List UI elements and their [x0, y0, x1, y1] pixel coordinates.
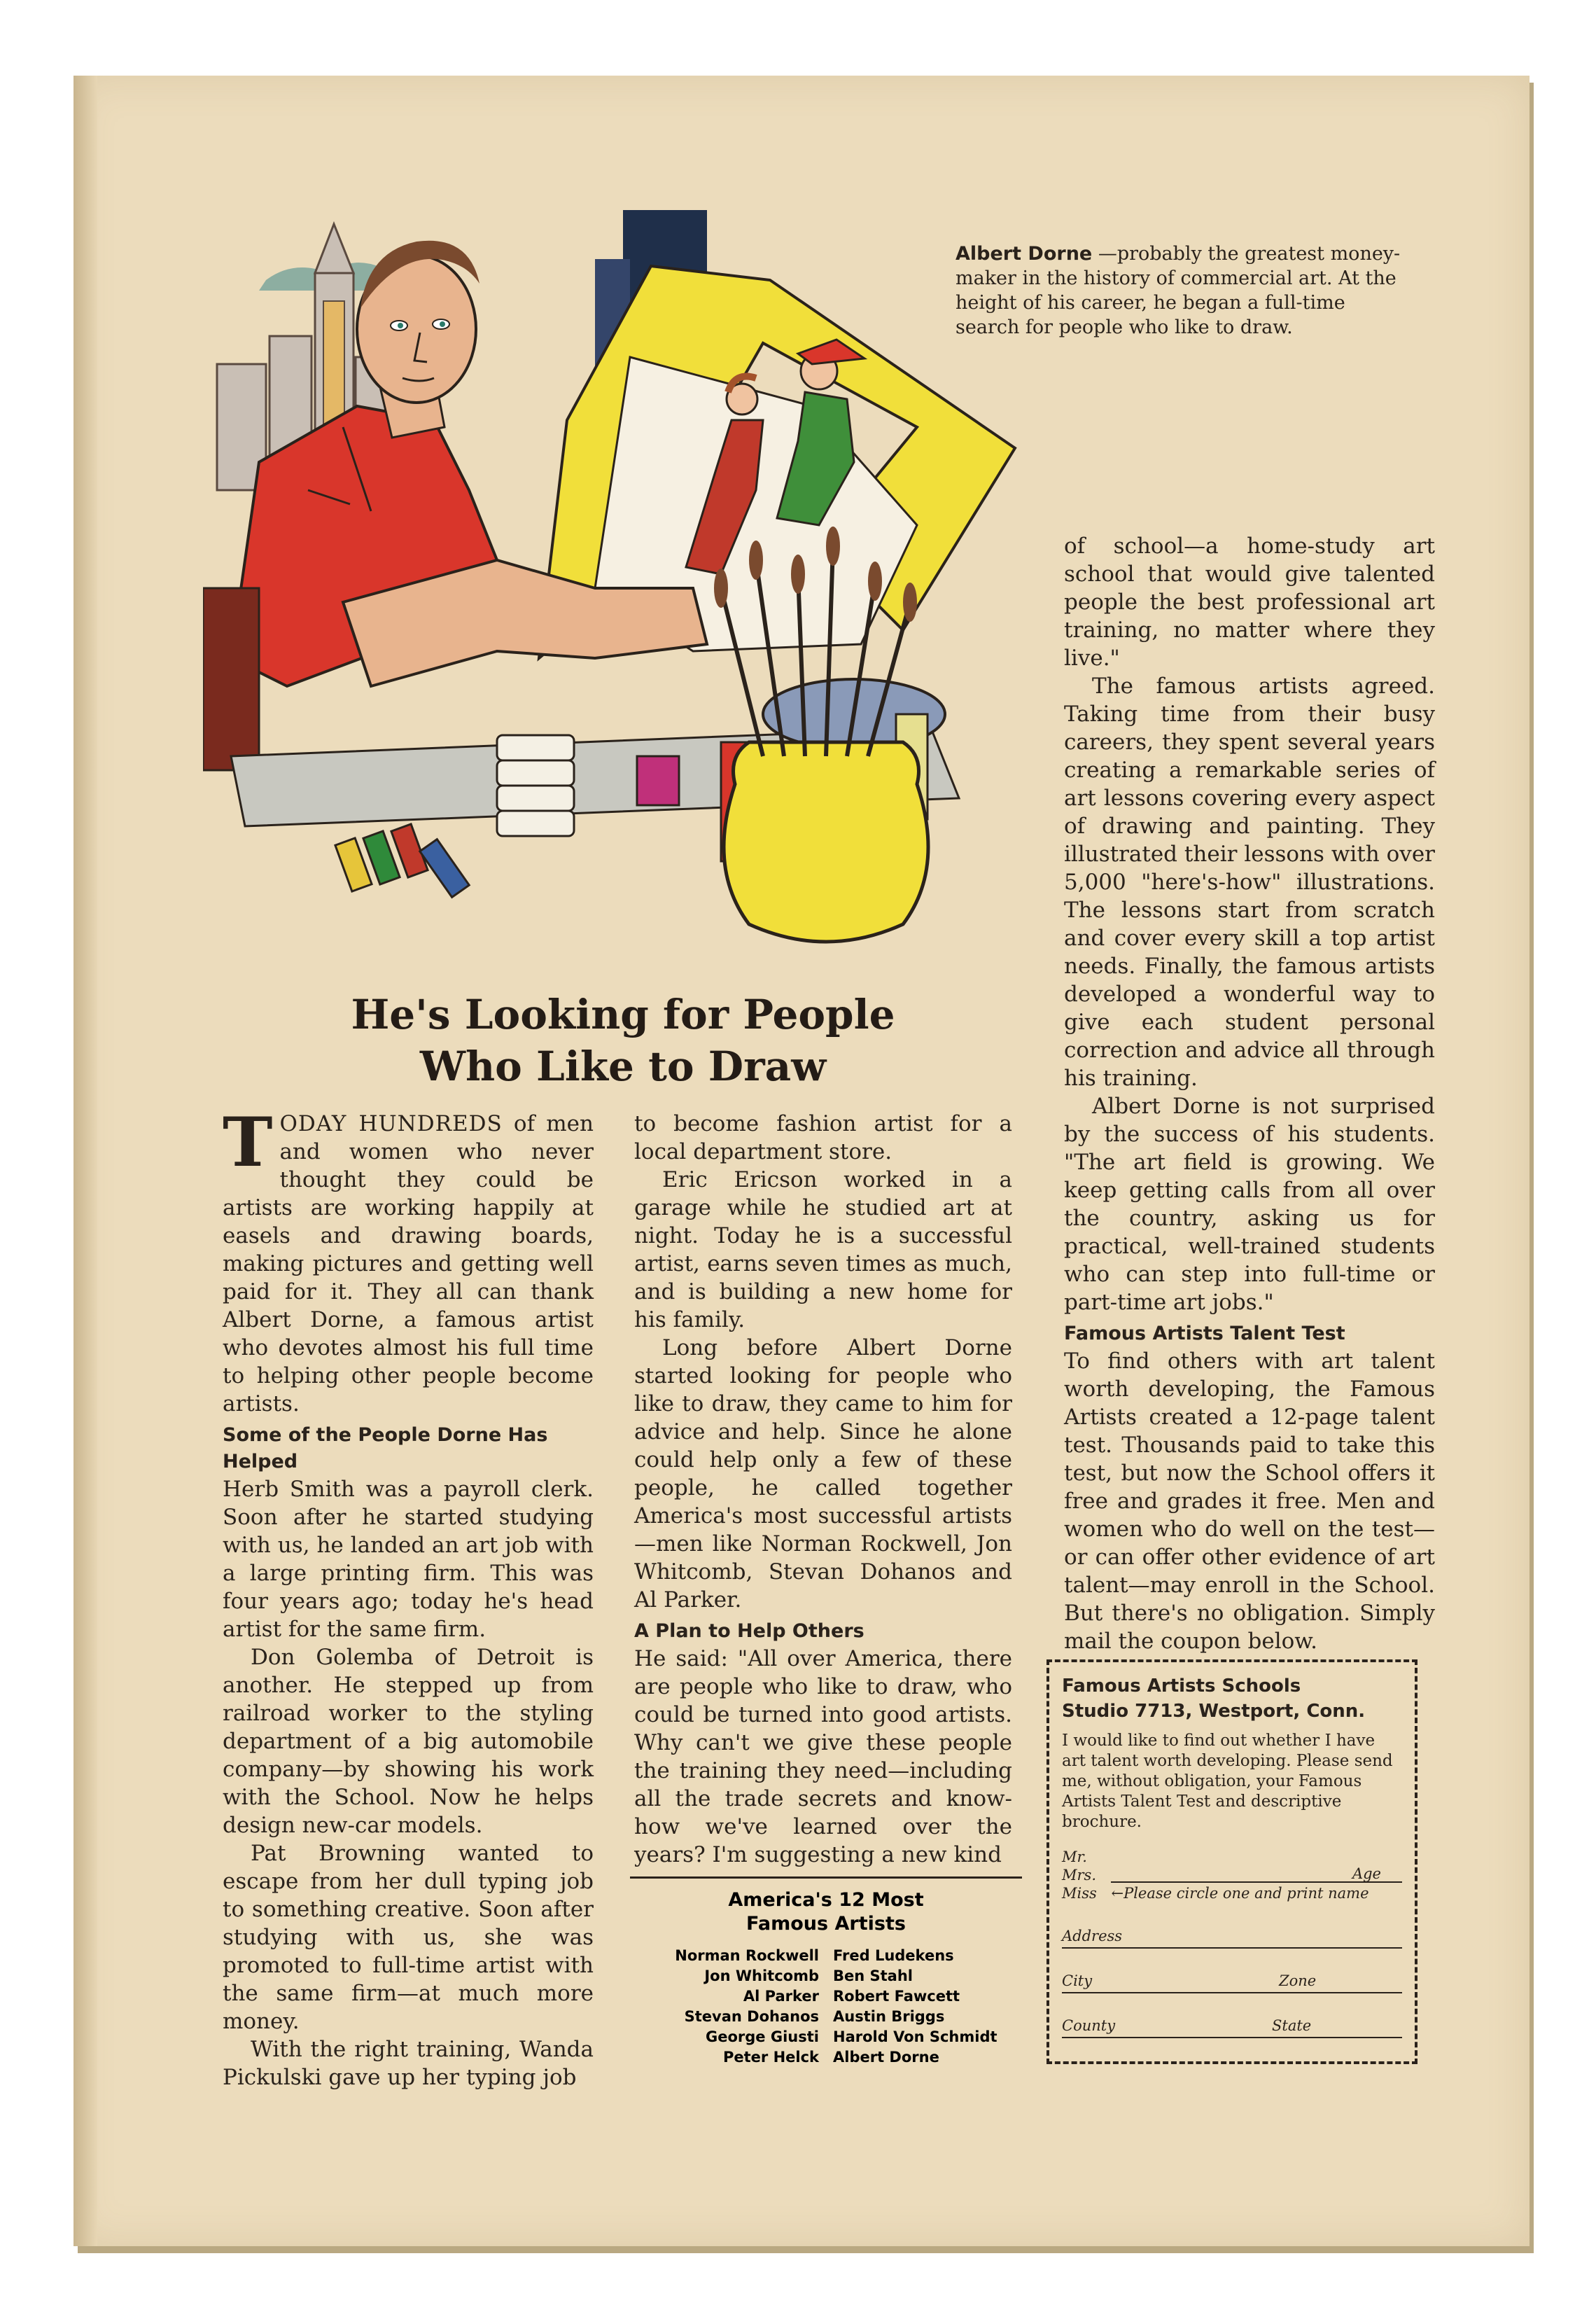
- page-spine: [74, 76, 97, 2246]
- artist-name: Harold Von Schmidt: [833, 2028, 997, 2045]
- paragraph: Pat Browning wanted to escape from her dull typing job to something creative. Soon after studying with us, she was promoted to full-time artist with the same firm—at much more money.: [223, 1841, 594, 2034]
- photo-caption: [955, 242, 1404, 340]
- artist-name: Robert Fawcett: [833, 1988, 960, 2005]
- artist-name: Albert Dorne: [833, 2049, 939, 2066]
- subheading-plan: A Plan to Help Others: [634, 1620, 864, 1642]
- circle-note: ←Please circle one and print name: [1111, 1885, 1369, 1902]
- column-2: [634, 1110, 1012, 1869]
- subheading-talent-test: Famous Artists Talent Test: [1064, 1323, 1345, 1344]
- paragraph: of school—a home-study art school that would give talented people the best professional art training, no matter where they live.": [1064, 534, 1435, 671]
- artist-name: Al Parker: [743, 1988, 819, 2005]
- coupon-studio: Studio 7713, Westport, Conn.: [1062, 1701, 1366, 1722]
- subheading-people-helped: Some of the People Dorne Has Helped: [223, 1424, 548, 1472]
- artist-name: Austin Briggs: [833, 2008, 945, 2025]
- paragraph: With the right training, Wanda Pickulski gave up her typing job: [223, 2037, 594, 2090]
- artist-name: Stevan Dohanos: [684, 2008, 819, 2025]
- artist-name: Peter Helck: [722, 2049, 819, 2066]
- city-zone-field[interactable]: City Zone: [1062, 1954, 1402, 1993]
- headline-line-1: He's Looking for People: [351, 991, 895, 1038]
- headline: [210, 989, 1036, 1092]
- artist-name: Jon Whitcomb: [704, 1968, 819, 1984]
- caption-name: Albert Dorne: [955, 243, 1093, 265]
- paragraph: Don Golemba of Detroit is another. He stepped up from railroad worker to the styling department of a big automobile company—by showing his work with the School. Now he helps design new-car models.: [223, 1645, 594, 1838]
- age-label: Age: [1352, 1865, 1381, 1882]
- mail-coupon[interactable]: [1046, 1659, 1418, 2064]
- paragraph: to become fashion artist for a local department store.: [634, 1111, 1012, 1164]
- artist-name: George Giusti: [706, 2028, 819, 2045]
- paragraph: To find others with art talent worth developing, the Famous Artists created a 12-page talent test. Thousands paid to take this test, but now the School offers it free and grades it free. Men and women who do well on the test—or can offer other evidence of art talent—may enroll in the School. But there's no obligation. Simply mail the coupon below.: [1064, 1349, 1435, 1654]
- paragraph: Eric Ericson worked in a garage while he studied art at night. Today he is a successful artist, earns seven times as much, and is building a new home for his family.: [634, 1167, 1012, 1332]
- artist-name: Norman Rockwell: [675, 1947, 819, 1964]
- artist-illustration: [203, 196, 1029, 952]
- column-3: [1064, 532, 1435, 1655]
- paragraph: He said: "All over America, there are people who like to draw, who could be turned into good artists. Why can't we give these people the training they need—including all the trade secrets and know-how we've learned over the years? I'm suggesting a new kind: [634, 1646, 1012, 1867]
- headline-line-2: Who Like to Draw: [419, 1043, 827, 1090]
- paragraph: Long before Albert Dorne started looking for people who like to draw, they came to him for advice and help. Since he alone could help only a few of these people, he called together America's most successful artists—men like Norman Rockwell, Jon Whitcomb, Stevan Dohanos and Al Parker.: [634, 1335, 1012, 1613]
- paragraph: Albert Dorne is not surprised by the success of his students. "The art field is growing. We keep getting calls from all over the country, asking us for practical, well-trained students who can step into full-time or part-time art jobs.": [1064, 1094, 1435, 1315]
- caption-text: —probably the greatest money-maker in the history of commercial art. At the height of his career, he began a full-time search for people who like to draw.: [955, 243, 1401, 338]
- column-1: [223, 1103, 594, 2091]
- title-miss: Miss: [1062, 1885, 1097, 1902]
- title-mr: Mr.: [1062, 1848, 1087, 1865]
- artists-list: [630, 1946, 1022, 2068]
- address-field[interactable]: Address: [1062, 1909, 1402, 1949]
- coupon-name-row[interactable]: [1062, 1848, 1402, 1904]
- artists-title: America's 12 Most Famous Artists: [728, 1889, 924, 1935]
- famous-artists-box: [630, 1876, 1022, 2068]
- title-mrs: Mrs.: [1062, 1867, 1096, 1883]
- artist-name: Ben Stahl: [833, 1968, 913, 1984]
- intro-paragraph: TODAY HUNDREDS of men and women who never thought they could be artists are working happily at easels and drawing boards, making pictures and getting well paid for it. They all can thank Albert Dorne, a famous artist who devotes almost his full time to helping other people become artists.: [223, 1103, 594, 1416]
- coupon-school: Famous Artists Schools: [1062, 1676, 1301, 1697]
- paragraph: The famous artists agreed. Taking time from their busy careers, they spent several years creating a remarkable series of art lessons covering every aspect of drawing and painting. They illustrated their lessons with over 5,000 "here's-how" illustrations. The lessons start from scratch and cover every skill a top artist needs. Finally, the famous artists developed a wonderful way to give each student personal correction and advice all through his training.: [1064, 674, 1435, 1091]
- coupon-body: I would like to find out whether I have art talent worth developing. Please send me, without obligation, your Famous Artists Talent Test and descriptive brochure.: [1062, 1732, 1393, 1831]
- lead-caps: ODAY HUNDREDS: [279, 1111, 503, 1136]
- paragraph: Herb Smith was a payroll clerk. Soon after he started studying with us, he landed an art job with a large printing firm. This was four years ago; today he's head artist for the same firm.: [223, 1477, 594, 1642]
- artist-name: Fred Ludekens: [833, 1947, 954, 1964]
- county-state-field[interactable]: County State: [1062, 1999, 1402, 2038]
- drop-cap: T: [223, 1103, 273, 1182]
